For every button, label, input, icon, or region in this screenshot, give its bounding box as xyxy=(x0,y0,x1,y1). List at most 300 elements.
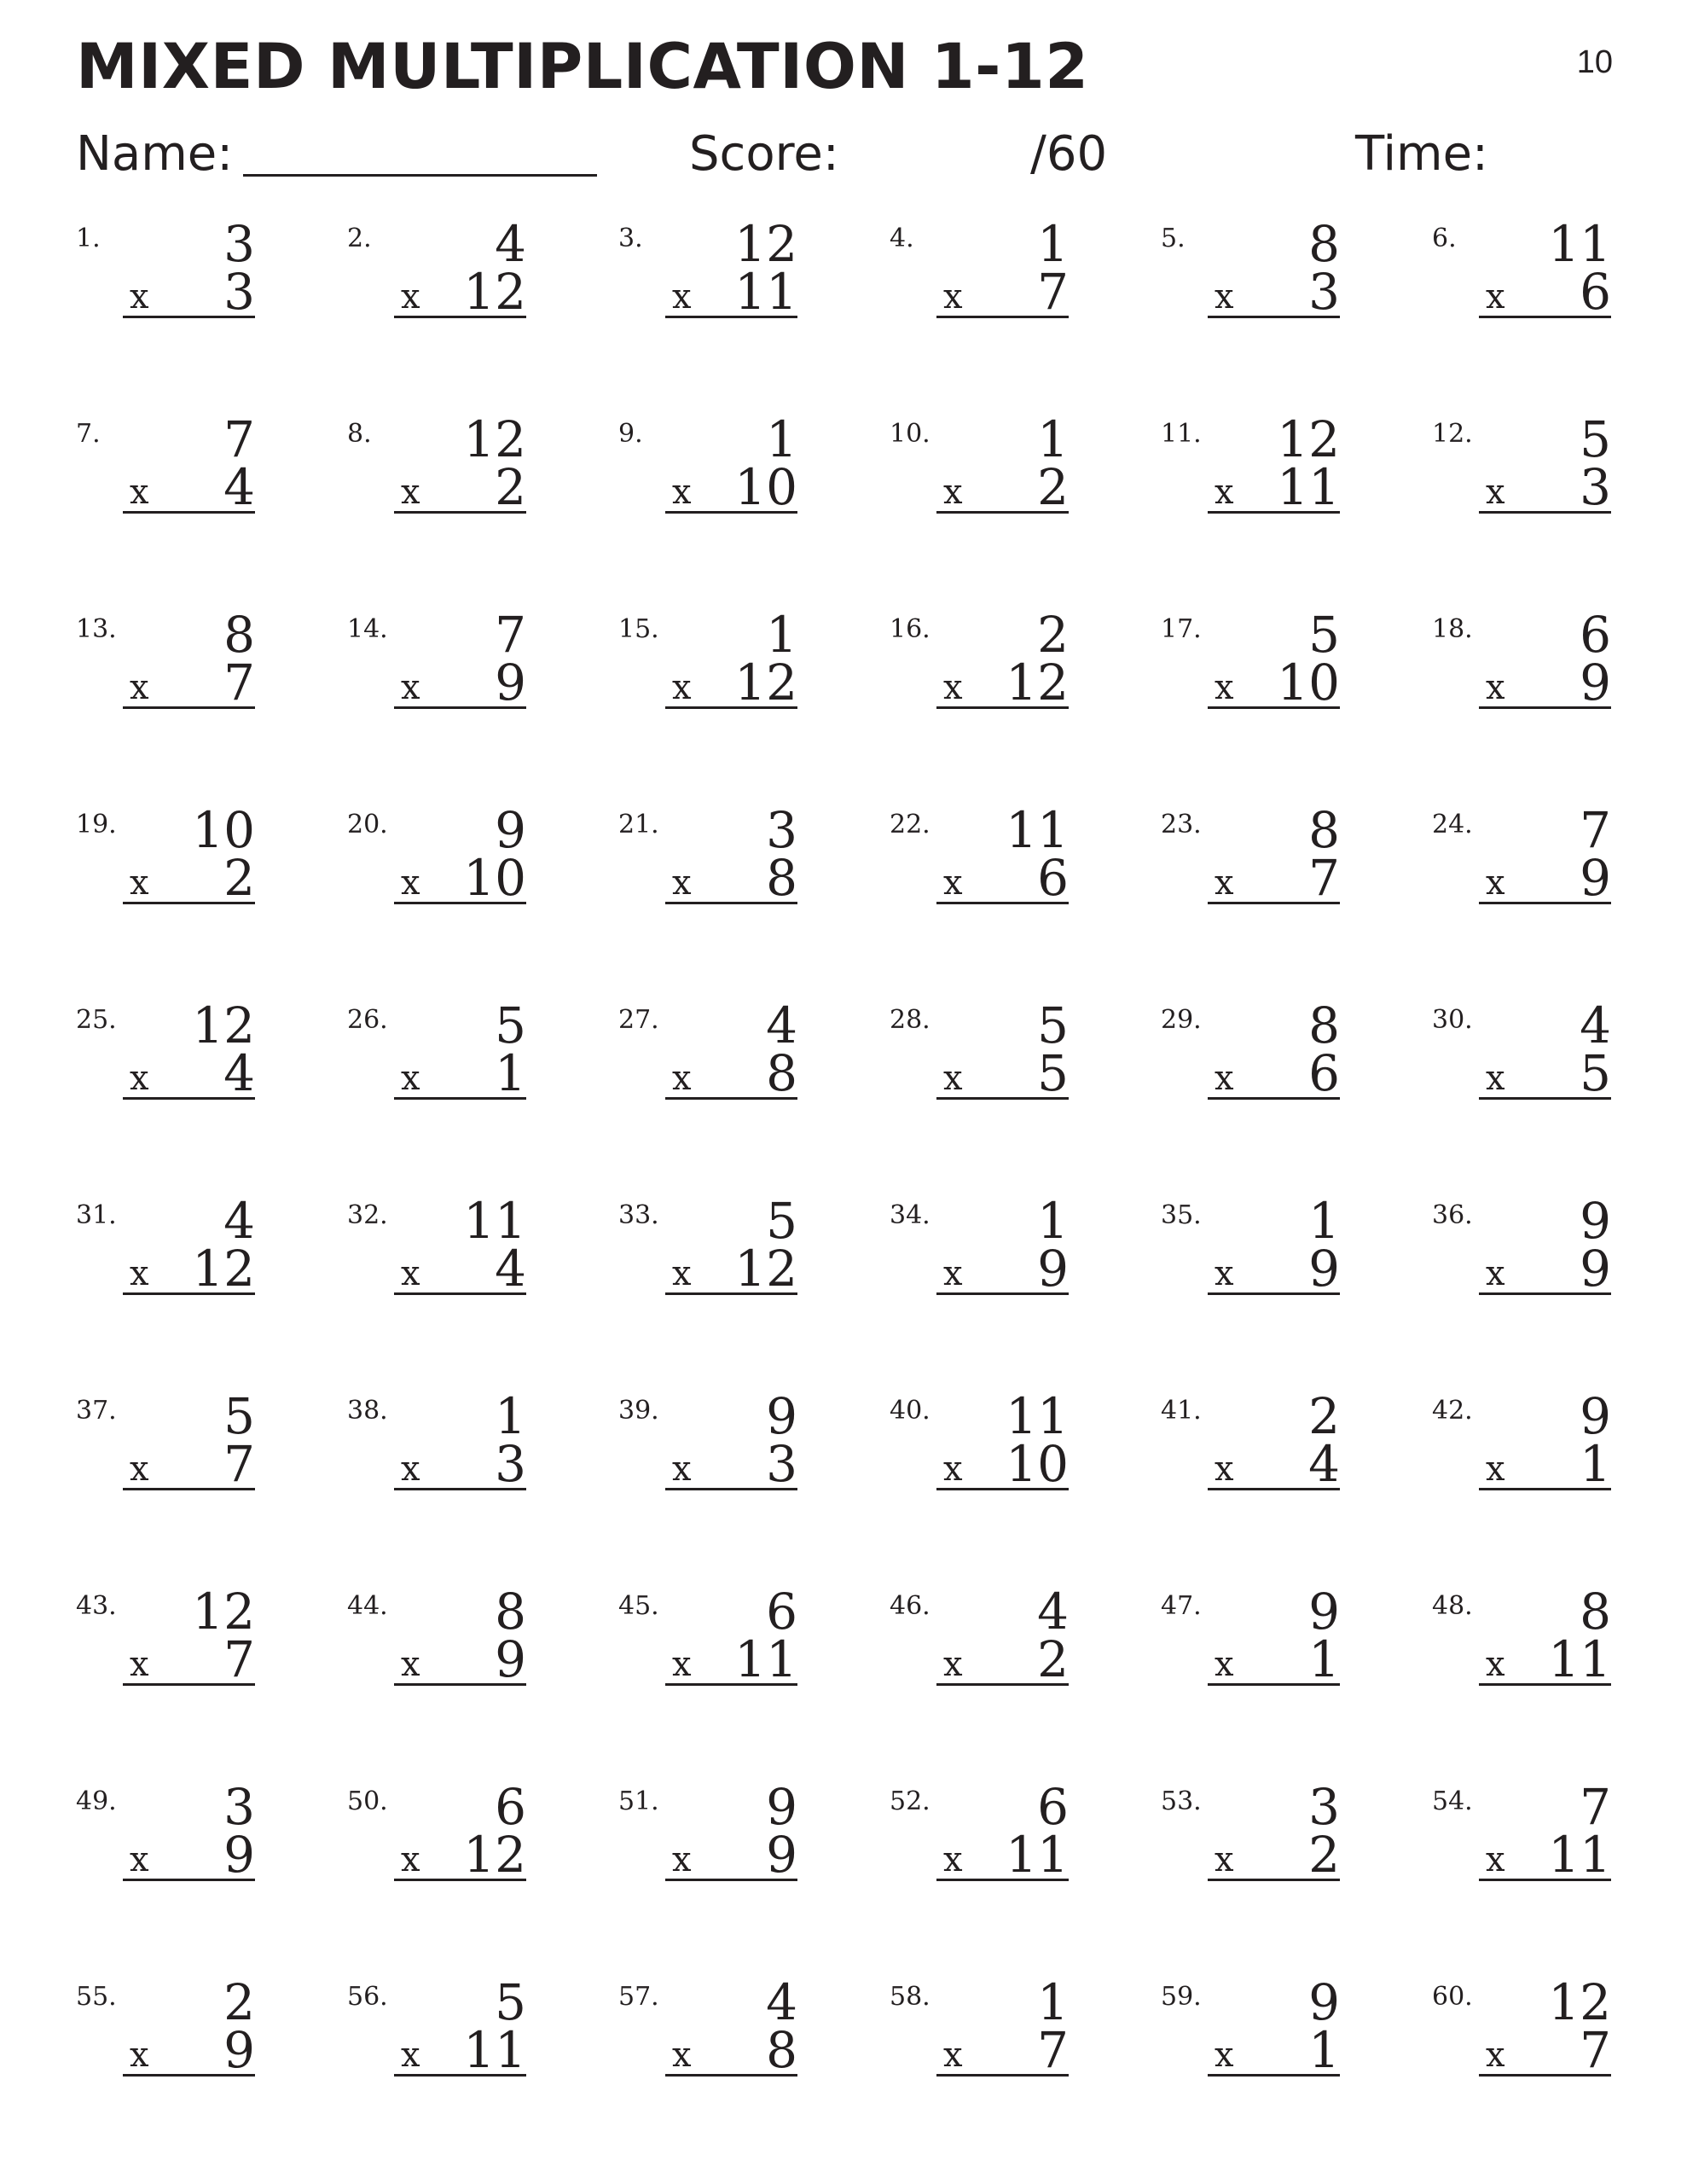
problem-item xyxy=(1432,410,1687,611)
multiplier: 2 xyxy=(1308,1826,1340,1884)
multiplicand: 7 xyxy=(495,606,526,664)
multiply-sign: x xyxy=(672,1449,692,1489)
multiplicand: 9 xyxy=(1580,1192,1611,1250)
multiply-sign: x xyxy=(130,863,149,903)
problem-stack xyxy=(665,215,797,321)
problem-stack xyxy=(1208,215,1340,321)
problem-stack xyxy=(1479,606,1611,712)
problem-number: 27. xyxy=(618,1005,659,1035)
multiplicand: 2 xyxy=(223,1973,255,2031)
multiplicand: 6 xyxy=(1037,1778,1069,1836)
answer-line[interactable] xyxy=(665,458,797,516)
answer-line[interactable] xyxy=(123,2021,255,2079)
problem-stack xyxy=(394,1778,526,1884)
problem-number: 20. xyxy=(347,810,388,839)
answer-line[interactable] xyxy=(394,263,526,321)
problem-item xyxy=(1161,1387,1432,1588)
multiplier: 1 xyxy=(1308,1630,1340,1688)
problem-item xyxy=(76,1583,347,1783)
multiply-sign: x xyxy=(943,473,963,512)
problem-number: 24. xyxy=(1432,810,1473,839)
multiplier: 12 xyxy=(734,1240,797,1298)
multiplier: 6 xyxy=(1308,1044,1340,1102)
problem-stack xyxy=(1208,1192,1340,1298)
answer-line[interactable] xyxy=(1208,1044,1340,1102)
multiplicand: 1 xyxy=(1308,1192,1340,1250)
multiplicand: 12 xyxy=(1277,410,1340,468)
multiply-sign: x xyxy=(672,2036,692,2075)
problem-stack xyxy=(1479,215,1611,321)
problem-number: 39. xyxy=(618,1396,659,1426)
multiplier: 2 xyxy=(1037,1630,1069,1688)
answer-line[interactable] xyxy=(394,1044,526,1102)
problem-item xyxy=(76,1192,347,1392)
problem-stack xyxy=(1208,1583,1340,1688)
multiply-sign: x xyxy=(401,863,420,903)
problem-item xyxy=(890,215,1161,415)
multiplicand: 1 xyxy=(766,606,797,664)
multiplier: 9 xyxy=(495,1630,526,1688)
problem-stack xyxy=(936,1973,1069,2079)
problem-stack xyxy=(665,996,797,1102)
multiplicand: 5 xyxy=(1037,996,1069,1054)
answer-line[interactable] xyxy=(665,263,797,321)
problem-item xyxy=(618,606,890,806)
answer-line[interactable] xyxy=(1208,1826,1340,1884)
page-number: 10 xyxy=(1576,44,1613,80)
multiplier: 3 xyxy=(1308,263,1340,321)
multiply-sign: x xyxy=(943,277,963,317)
problem-stack xyxy=(665,1973,797,2079)
problem-stack xyxy=(1208,606,1340,712)
multiplier: 10 xyxy=(1277,653,1340,712)
multiplier: 11 xyxy=(1548,1826,1611,1884)
multiplicand: 8 xyxy=(1580,1583,1611,1641)
multiply-sign: x xyxy=(130,473,149,512)
problem-stack xyxy=(1208,996,1340,1102)
problem-item xyxy=(890,1387,1161,1588)
multiplier: 9 xyxy=(1308,1240,1340,1298)
problem-stack xyxy=(394,801,526,907)
multiply-sign: x xyxy=(1215,668,1234,707)
answer-line[interactable] xyxy=(1208,653,1340,712)
problem-stack xyxy=(665,606,797,712)
multiplicand: 9 xyxy=(1580,1387,1611,1445)
answer-line[interactable] xyxy=(1208,2021,1340,2079)
answer-line[interactable] xyxy=(394,849,526,907)
problem-number: 55. xyxy=(76,1982,117,2012)
answer-line[interactable] xyxy=(1208,1630,1340,1688)
answer-line[interactable] xyxy=(665,1630,797,1688)
problem-item xyxy=(618,1387,890,1588)
multiply-sign: x xyxy=(130,1840,149,1879)
answer-line[interactable] xyxy=(936,263,1069,321)
answer-line[interactable] xyxy=(123,653,255,712)
multiply-sign: x xyxy=(1486,2036,1505,2075)
multiplicand: 1 xyxy=(1037,410,1069,468)
problem-number: 33. xyxy=(618,1200,659,1230)
multiplier: 9 xyxy=(1580,1240,1611,1298)
multiplicand: 1 xyxy=(1037,1973,1069,2031)
multiplicand: 3 xyxy=(223,215,255,273)
problem-number: 23. xyxy=(1161,810,1202,839)
answer-line[interactable] xyxy=(123,1240,255,1298)
multiply-sign: x xyxy=(1486,1449,1505,1489)
problem-number: 57. xyxy=(618,1982,659,2012)
problem-stack xyxy=(123,1192,255,1298)
problem-number: 15. xyxy=(618,614,659,644)
answer-line[interactable] xyxy=(936,1044,1069,1102)
multiplier: 10 xyxy=(1006,1435,1069,1493)
problem-number: 59. xyxy=(1161,1982,1202,2012)
problem-number: 11. xyxy=(1161,419,1202,449)
multiplier: 11 xyxy=(1548,1630,1611,1688)
answer-line[interactable] xyxy=(1479,1240,1611,1298)
multiplier: 8 xyxy=(766,2021,797,2079)
problem-item xyxy=(1161,1778,1432,1978)
multiply-sign: x xyxy=(401,1254,420,1293)
multiplier: 2 xyxy=(223,849,255,907)
answer-line[interactable] xyxy=(123,458,255,516)
multiplicand: 7 xyxy=(1580,1778,1611,1836)
answer-line[interactable] xyxy=(394,1826,526,1884)
problem-number: 40. xyxy=(890,1396,930,1426)
multiplier: 7 xyxy=(223,1630,255,1688)
problem-item xyxy=(76,996,347,1197)
problem-stack xyxy=(1479,1583,1611,1688)
problem-number: 10. xyxy=(890,419,930,449)
problem-number: 45. xyxy=(618,1591,659,1621)
multiply-sign: x xyxy=(672,1645,692,1684)
multiplier: 12 xyxy=(463,1826,526,1884)
problem-item xyxy=(890,1778,1161,1978)
multiplicand: 11 xyxy=(1006,1387,1069,1445)
multiply-sign: x xyxy=(1486,473,1505,512)
multiply-sign: x xyxy=(943,1840,963,1879)
answer-line[interactable] xyxy=(1208,263,1340,321)
problem-number: 1. xyxy=(76,224,101,253)
problem-number: 28. xyxy=(890,1005,930,1035)
answer-line[interactable] xyxy=(123,1826,255,1884)
multiplicand: 1 xyxy=(1037,215,1069,273)
problem-number: 56. xyxy=(347,1982,388,2012)
multiply-sign: x xyxy=(130,1254,149,1293)
problem-stack xyxy=(936,606,1069,712)
answer-line[interactable] xyxy=(1479,653,1611,712)
score-label: Score: xyxy=(689,126,839,182)
problem-stack xyxy=(394,996,526,1102)
multiply-sign: x xyxy=(672,863,692,903)
answer-line[interactable] xyxy=(665,1826,797,1884)
multiplicand: 7 xyxy=(223,410,255,468)
answer-line[interactable] xyxy=(936,1826,1069,1884)
problem-stack xyxy=(1479,801,1611,907)
multiplier: 3 xyxy=(1580,458,1611,516)
multiplicand: 5 xyxy=(1580,410,1611,468)
problem-stack xyxy=(394,1387,526,1493)
multiplier: 3 xyxy=(223,263,255,321)
problem-stack xyxy=(1479,1387,1611,1493)
problem-number: 46. xyxy=(890,1591,930,1621)
multiply-sign: x xyxy=(1215,277,1234,317)
problem-stack xyxy=(665,1583,797,1688)
problem-number: 32. xyxy=(347,1200,388,1230)
answer-line[interactable] xyxy=(1479,1630,1611,1688)
problem-number: 9. xyxy=(618,419,643,449)
multiplier: 1 xyxy=(495,1044,526,1102)
name-label: Name: xyxy=(76,126,234,182)
answer-line[interactable] xyxy=(1479,1044,1611,1102)
problem-stack xyxy=(123,606,255,712)
problem-number: 31. xyxy=(76,1200,117,1230)
multiplier: 12 xyxy=(463,263,526,321)
multiply-sign: x xyxy=(1486,863,1505,903)
problem-number: 13. xyxy=(76,614,117,644)
multiplier: 7 xyxy=(223,1435,255,1493)
multiplicand: 4 xyxy=(495,215,526,273)
name-field-line[interactable] xyxy=(243,174,597,177)
multiplicand: 11 xyxy=(1548,215,1611,273)
multiplier: 12 xyxy=(192,1240,255,1298)
problem-stack xyxy=(123,410,255,516)
multiply-sign: x xyxy=(1486,1254,1505,1293)
multiplicand: 4 xyxy=(766,996,797,1054)
answer-line[interactable] xyxy=(665,1044,797,1102)
answer-line[interactable] xyxy=(123,1630,255,1688)
problem-item xyxy=(76,1778,347,1978)
multiplier: 9 xyxy=(223,1826,255,1884)
answer-line[interactable] xyxy=(1479,458,1611,516)
problem-number: 50. xyxy=(347,1786,388,1816)
multiply-sign: x xyxy=(943,668,963,707)
answer-line[interactable] xyxy=(936,1630,1069,1688)
multiplier: 7 xyxy=(1580,2021,1611,2079)
multiply-sign: x xyxy=(943,1449,963,1489)
problem-number: 42. xyxy=(1432,1396,1473,1426)
multiplicand: 4 xyxy=(766,1973,797,2031)
answer-line[interactable] xyxy=(123,849,255,907)
multiplier: 9 xyxy=(1580,653,1611,712)
answer-line[interactable] xyxy=(394,2021,526,2079)
problem-item xyxy=(618,215,890,415)
answer-line[interactable] xyxy=(1479,1826,1611,1884)
problem-item xyxy=(890,1583,1161,1783)
problem-stack xyxy=(394,1192,526,1298)
multiplicand: 5 xyxy=(495,1973,526,2031)
problem-item xyxy=(347,1973,618,2174)
answer-line[interactable] xyxy=(394,1240,526,1298)
answer-line[interactable] xyxy=(936,653,1069,712)
problem-stack xyxy=(1208,1778,1340,1884)
multiplier: 12 xyxy=(734,653,797,712)
answer-line[interactable] xyxy=(665,849,797,907)
multiplicand: 12 xyxy=(1548,1973,1611,2031)
multiply-sign: x xyxy=(943,1254,963,1293)
multiply-sign: x xyxy=(130,2036,149,2075)
problem-stack xyxy=(665,1192,797,1298)
answer-line[interactable] xyxy=(1479,2021,1611,2079)
problem-item xyxy=(1432,1778,1687,1978)
multiplier: 8 xyxy=(766,849,797,907)
problem-number: 54. xyxy=(1432,1786,1473,1816)
problem-stack xyxy=(936,801,1069,907)
problem-number: 16. xyxy=(890,614,930,644)
multiplicand: 12 xyxy=(463,410,526,468)
answer-line[interactable] xyxy=(1208,1435,1340,1493)
problem-item xyxy=(618,410,890,611)
answer-line[interactable] xyxy=(936,2021,1069,2079)
problem-stack xyxy=(665,801,797,907)
answer-line[interactable] xyxy=(394,1435,526,1493)
multiply-sign: x xyxy=(1486,668,1505,707)
answer-line[interactable] xyxy=(665,653,797,712)
problem-stack xyxy=(665,1778,797,1884)
multiplier: 2 xyxy=(1037,458,1069,516)
multiplicand: 1 xyxy=(1037,1192,1069,1250)
multiply-sign: x xyxy=(401,2036,420,2075)
problem-number: 18. xyxy=(1432,614,1473,644)
answer-line[interactable] xyxy=(665,2021,797,2079)
problem-number: 25. xyxy=(76,1005,117,1035)
multiplier: 10 xyxy=(463,849,526,907)
problem-item xyxy=(890,1192,1161,1392)
multiply-sign: x xyxy=(672,1254,692,1293)
problem-stack xyxy=(936,1583,1069,1688)
multiplier: 9 xyxy=(766,1826,797,1884)
problem-number: 21. xyxy=(618,810,659,839)
answer-line[interactable] xyxy=(936,849,1069,907)
worksheet-title: MIXED MULTIPLICATION 1-12 xyxy=(76,31,1089,103)
answer-line[interactable] xyxy=(394,458,526,516)
multiplier: 9 xyxy=(223,2021,255,2079)
answer-line[interactable] xyxy=(394,653,526,712)
problem-item xyxy=(1161,215,1432,415)
problem-stack xyxy=(665,410,797,516)
multiplicand: 2 xyxy=(1037,606,1069,664)
answer-line[interactable] xyxy=(936,1240,1069,1298)
multiplier: 11 xyxy=(1006,1826,1069,1884)
multiplier: 9 xyxy=(1580,849,1611,907)
problem-number: 52. xyxy=(890,1786,930,1816)
answer-line[interactable] xyxy=(1479,263,1611,321)
multiplicand: 8 xyxy=(1308,801,1340,859)
multiplier: 7 xyxy=(223,653,255,712)
multiplier: 2 xyxy=(495,458,526,516)
multiply-sign: x xyxy=(1486,277,1505,317)
multiplicand: 8 xyxy=(1308,215,1340,273)
multiplicand: 9 xyxy=(495,801,526,859)
multiplier: 11 xyxy=(1277,458,1340,516)
problem-item xyxy=(347,1583,618,1783)
answer-line[interactable] xyxy=(1479,849,1611,907)
multiplicand: 7 xyxy=(1580,801,1611,859)
answer-line[interactable] xyxy=(123,1044,255,1102)
problem-stack xyxy=(123,1387,255,1493)
multiplicand: 8 xyxy=(495,1583,526,1641)
multiplicand: 6 xyxy=(495,1778,526,1836)
multiplicand: 3 xyxy=(223,1778,255,1836)
problem-item xyxy=(618,1973,890,2174)
problem-stack xyxy=(1208,1387,1340,1493)
multiplier: 5 xyxy=(1037,1044,1069,1102)
multiplier: 4 xyxy=(223,458,255,516)
multiplier: 9 xyxy=(495,653,526,712)
problem-number: 30. xyxy=(1432,1005,1473,1035)
multiplicand: 5 xyxy=(495,996,526,1054)
answer-line[interactable] xyxy=(665,1435,797,1493)
multiply-sign: x xyxy=(401,1645,420,1684)
multiplicand: 9 xyxy=(766,1778,797,1836)
answer-line[interactable] xyxy=(123,1435,255,1493)
problem-stack xyxy=(1479,1973,1611,2079)
multiplier: 9 xyxy=(1037,1240,1069,1298)
multiplicand: 6 xyxy=(766,1583,797,1641)
problem-number: 4. xyxy=(890,224,914,253)
problem-number: 41. xyxy=(1161,1396,1202,1426)
problem-item xyxy=(1432,1973,1687,2174)
multiply-sign: x xyxy=(1215,863,1234,903)
problem-number: 26. xyxy=(347,1005,388,1035)
problem-number: 6. xyxy=(1432,224,1457,253)
multiplier: 11 xyxy=(734,1630,797,1688)
problem-number: 8. xyxy=(347,419,372,449)
problem-item xyxy=(1161,996,1432,1197)
problem-item xyxy=(76,1973,347,2174)
answer-line[interactable] xyxy=(1479,1435,1611,1493)
multiplicand: 4 xyxy=(1037,1583,1069,1641)
answer-line[interactable] xyxy=(1208,458,1340,516)
problem-stack xyxy=(123,1778,255,1884)
answer-line[interactable] xyxy=(1208,849,1340,907)
answer-line[interactable] xyxy=(936,1435,1069,1493)
problem-grid xyxy=(76,215,1637,2174)
multiply-sign: x xyxy=(401,473,420,512)
problem-number: 29. xyxy=(1161,1005,1202,1035)
problem-stack xyxy=(394,215,526,321)
problem-item xyxy=(1161,606,1432,806)
score-total: /60 xyxy=(1030,126,1108,182)
problem-item xyxy=(347,1778,618,1978)
multiply-sign: x xyxy=(943,2036,963,2075)
problem-stack xyxy=(394,1583,526,1688)
problem-item xyxy=(618,801,890,1002)
multiplier: 3 xyxy=(766,1435,797,1493)
problem-item xyxy=(76,215,347,415)
answer-line[interactable] xyxy=(665,1240,797,1298)
multiplier: 4 xyxy=(1308,1435,1340,1493)
problem-number: 36. xyxy=(1432,1200,1473,1230)
multiply-sign: x xyxy=(130,1059,149,1098)
problem-item xyxy=(890,410,1161,611)
multiply-sign: x xyxy=(1486,1059,1505,1098)
multiplicand: 6 xyxy=(1580,606,1611,664)
answer-line[interactable] xyxy=(123,263,255,321)
problem-item xyxy=(890,606,1161,806)
problem-number: 48. xyxy=(1432,1591,1473,1621)
answer-line[interactable] xyxy=(936,458,1069,516)
problem-number: 38. xyxy=(347,1396,388,1426)
multiply-sign: x xyxy=(1215,1449,1234,1489)
answer-line[interactable] xyxy=(394,1630,526,1688)
problem-item xyxy=(1161,801,1432,1002)
multiply-sign: x xyxy=(1215,2036,1234,2075)
multiply-sign: x xyxy=(1215,1254,1234,1293)
info-row xyxy=(76,125,1645,184)
problem-item xyxy=(76,801,347,1002)
multiplier: 4 xyxy=(495,1240,526,1298)
problem-item xyxy=(1161,1583,1432,1783)
answer-line[interactable] xyxy=(1208,1240,1340,1298)
